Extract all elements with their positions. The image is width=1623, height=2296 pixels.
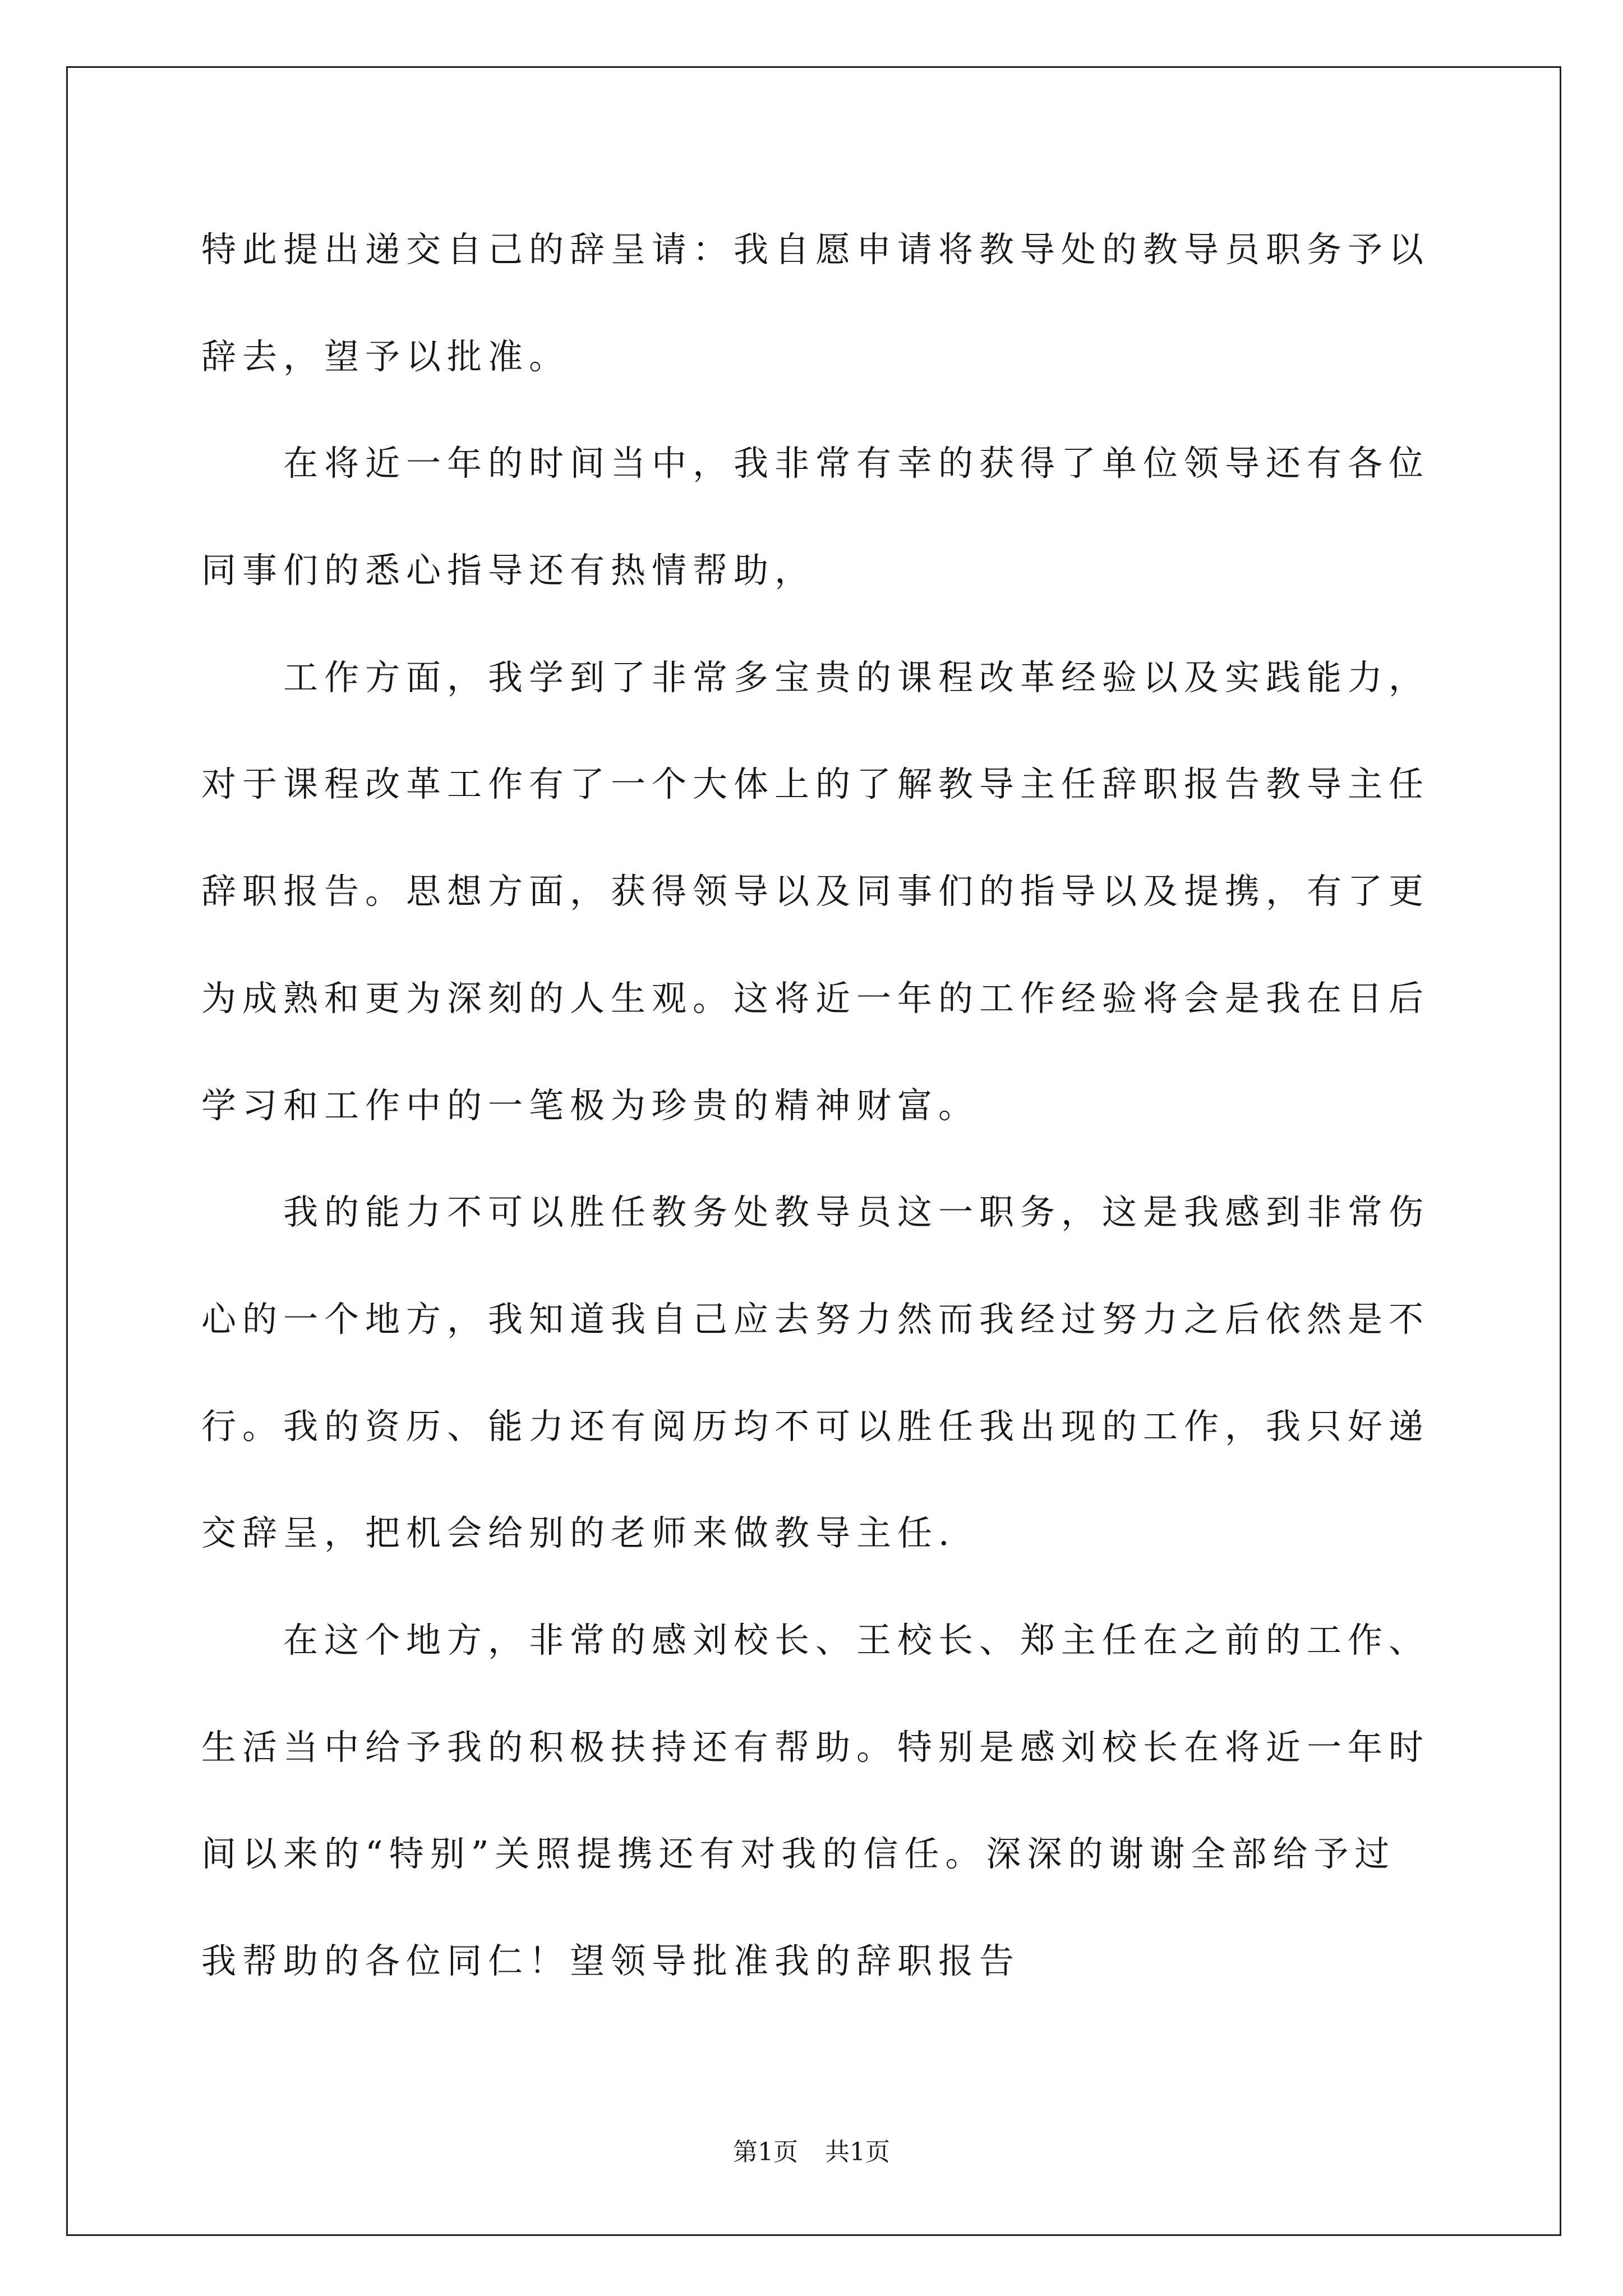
paragraph — [201, 1159, 1536, 1587]
paragraph-line: 心的一个地方，我知道我自己应去努力然而我经过努力之后依然是不 — [201, 1298, 1430, 1340]
paragraph-line: 交辞呈，把机会给别的老师来做教导主任. — [201, 1512, 956, 1554]
paragraph-line: 行。我的资历、能力还有阅历均不可以胜任我出现的工作，我只好递 — [201, 1405, 1430, 1447]
paragraph-line: 间以来的“特别”关照提携还有对我的信任。深深的谢谢全部给予过 — [201, 1833, 1396, 1875]
paragraph — [201, 624, 1536, 1159]
page-footer — [0, 2136, 1623, 2169]
paragraph — [201, 1587, 1536, 2015]
paragraph-line: 工作方面，我学到了非常多宝贵的课程改革经验以及实践能力， — [283, 656, 1430, 698]
paragraph — [201, 196, 1536, 410]
paragraph-line: 我的能力不可以胜任教务处教导员这一职务，这是我感到非常伤 — [283, 1191, 1430, 1233]
paragraph-line: 特此提出递交自己的辞呈请：我自愿申请将教导处的教导员职务予以 — [201, 229, 1430, 270]
document-body — [201, 196, 1536, 2015]
paragraph — [201, 410, 1536, 624]
paragraph-line: 为成熟和更为深刻的人生观。这将近一年的工作经验将会是我在日后 — [201, 977, 1430, 1019]
paragraph-line: 在将近一年的时间当中，我非常有幸的获得了单位领导还有各位 — [283, 443, 1430, 484]
paragraph-line: 我帮助的各位同仁！望领导批准我的辞职报告 — [201, 1940, 1021, 1981]
paragraph-line: 对于课程改革工作有了一个大体上的了解教导主任辞职报告教导主任 — [201, 763, 1430, 805]
paragraph-line: 辞去，望予以批准。 — [201, 335, 570, 377]
paragraph-line: 同事们的悉心指导还有热情帮助， — [201, 550, 816, 591]
paragraph-line: 辞职报告。思想方面，获得领导以及同事们的指导以及提携，有了更 — [201, 871, 1430, 912]
paragraph-line: 学习和工作中的一笔极为珍贵的精神财富。 — [201, 1084, 980, 1126]
paragraph-line: 在这个地方，非常的感刘校长、王校长、郑主任在之前的工作、 — [283, 1619, 1430, 1660]
paragraph-line: 生活当中给予我的积极扶持还有帮助。特别是感刘校长在将近一年时 — [201, 1726, 1430, 1768]
page-total: 共1页 — [825, 2138, 890, 2166]
page-number: 第1页 — [733, 2138, 798, 2166]
